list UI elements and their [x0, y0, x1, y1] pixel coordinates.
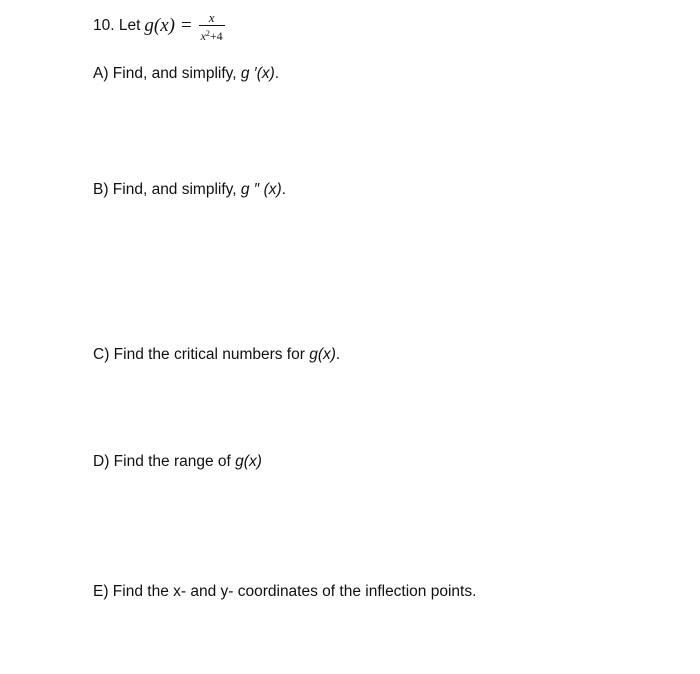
fraction-numerator: x [208, 10, 215, 25]
part-b-text: B) Find, and simplify, [93, 181, 241, 198]
function-fraction [199, 11, 225, 43]
denominator-constant: +4 [209, 29, 223, 43]
part-e [93, 582, 476, 602]
part-a [93, 64, 279, 84]
question-number-label: 10. Let [93, 17, 141, 34]
part-b-math: g ″ (x) [240, 181, 282, 198]
part-c-tail: . [335, 346, 341, 363]
part-b-tail: . [281, 181, 286, 198]
part-a-text: A) Find, and simplify, [93, 65, 241, 82]
part-a-tail: . [274, 65, 280, 82]
function-definition: g(x) = [144, 15, 193, 36]
part-d [93, 452, 262, 472]
fraction-denominator [199, 26, 225, 43]
part-c-text: C) Find the critical numbers for [93, 346, 310, 363]
question-header [93, 10, 225, 42]
part-c-math: g(x) [309, 346, 336, 363]
part-c [93, 345, 340, 365]
denominator-variable: x [200, 29, 206, 43]
part-a-math: g ′(x) [240, 65, 275, 82]
part-b [93, 180, 286, 200]
part-d-math: g(x) [235, 453, 262, 470]
denominator-exponent: 2 [205, 29, 210, 38]
part-e-text: E) Find the x- and y- coordinates of the inflection points. [93, 583, 477, 600]
part-d-text: D) Find the range of [93, 453, 236, 470]
